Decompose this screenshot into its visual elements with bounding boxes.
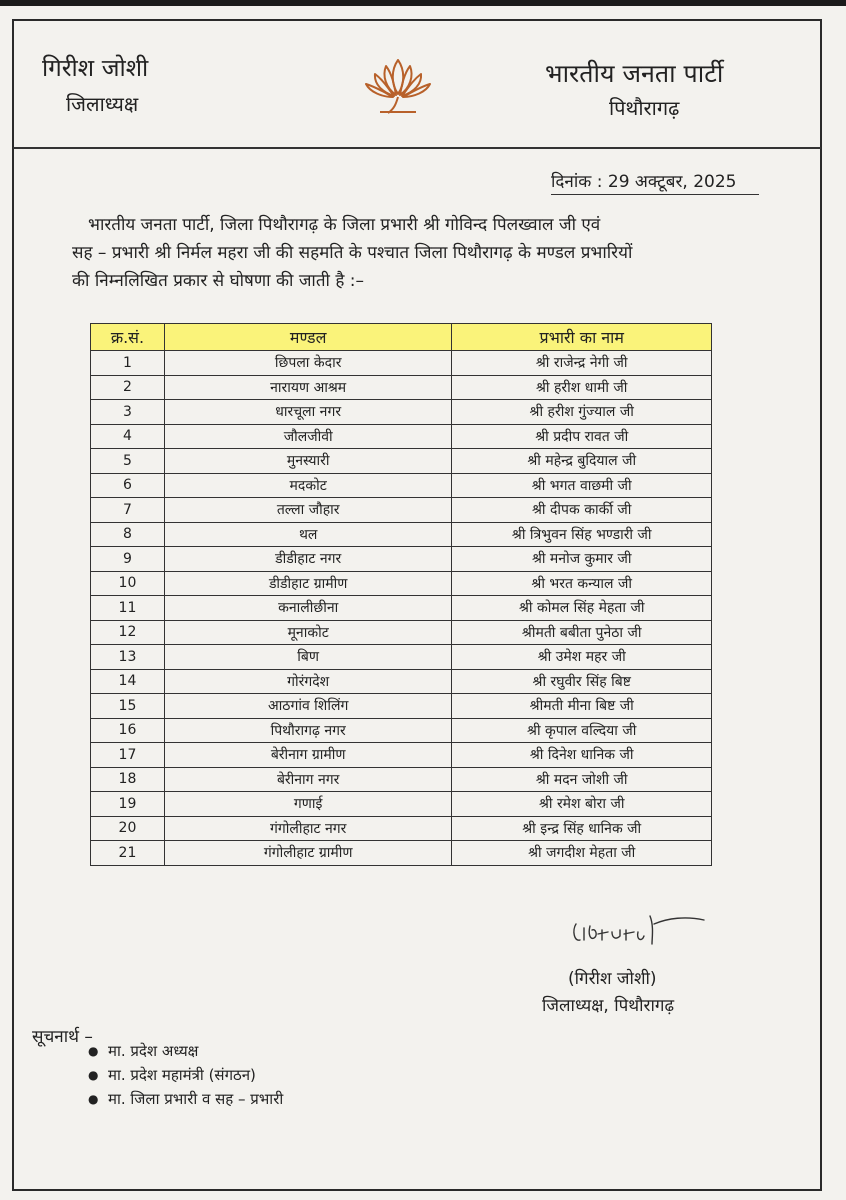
- table-row: [91, 669, 712, 694]
- column-header-mandal: मण्डल: [164, 324, 452, 351]
- serial-cell: 12: [91, 620, 165, 645]
- incharge-name-cell: श्री उमेश महर जी: [452, 645, 712, 670]
- mandal-cell: कनालीछीना: [164, 596, 452, 621]
- mandal-cell: मूनाकोट: [164, 620, 452, 645]
- header-divider: [13, 147, 821, 149]
- table-row: [91, 498, 712, 523]
- table-row: [91, 449, 712, 474]
- list-item: [88, 1063, 283, 1087]
- incharge-name-cell: श्री कोमल सिंह मेहता जी: [452, 596, 712, 621]
- mandal-incharge-table: [90, 323, 712, 866]
- date-value: 29 अक्टूबर, 2025: [607, 172, 737, 192]
- table-row: [91, 694, 712, 719]
- announcement-paragraph: [72, 211, 777, 295]
- signatory-title: जिलाध्यक्ष, पिथौरागढ़: [542, 996, 675, 1016]
- mandal-cell: मदकोट: [164, 473, 452, 498]
- copy-to-recipient: मा. प्रदेश अध्यक्ष: [108, 1042, 199, 1060]
- table-row: [91, 571, 712, 596]
- serial-cell: 6: [91, 473, 165, 498]
- table-row: [91, 718, 712, 743]
- list-item: [88, 1039, 283, 1063]
- serial-cell: 17: [91, 743, 165, 768]
- incharge-name-cell: श्री जगदीश मेहता जी: [452, 841, 712, 866]
- table-header-row: [91, 324, 712, 351]
- serial-cell: 18: [91, 767, 165, 792]
- serial-cell: 5: [91, 449, 165, 474]
- incharge-name-cell: श्री प्रदीप रावत जी: [452, 424, 712, 449]
- serial-cell: 14: [91, 669, 165, 694]
- incharge-name-cell: श्रीमती मीना बिष्ट जी: [452, 694, 712, 719]
- mandal-cell: गणाई: [164, 792, 452, 817]
- sender-name: गिरीश जोशी: [42, 54, 149, 82]
- incharge-name-cell: श्री रमेश बोरा जी: [452, 792, 712, 817]
- column-header-serial: क्र.सं.: [91, 324, 165, 351]
- serial-cell: 10: [91, 571, 165, 596]
- table-row: [91, 522, 712, 547]
- serial-cell: 8: [91, 522, 165, 547]
- lotus-icon: [358, 54, 438, 118]
- incharge-name-cell: श्री कृपाल वल्दिया जी: [452, 718, 712, 743]
- serial-cell: 2: [91, 375, 165, 400]
- table-row: [91, 767, 712, 792]
- bullet-icon: ●: [88, 1068, 99, 1082]
- copy-to-heading: सूचनार्थ –: [32, 1027, 93, 1047]
- mandal-cell: धारचूला नगर: [164, 400, 452, 425]
- mandal-cell: डीडीहाट नगर: [164, 547, 452, 572]
- serial-cell: 1: [91, 351, 165, 376]
- party-name: भारतीय जनता पार्टी: [545, 59, 724, 88]
- mandal-cell: छिपला केदार: [164, 351, 452, 376]
- serial-cell: 13: [91, 645, 165, 670]
- date-underline: [551, 194, 759, 195]
- copy-to-list: [88, 1039, 283, 1111]
- table-row: [91, 375, 712, 400]
- incharge-name-cell: श्री मनोज कुमार जी: [452, 547, 712, 572]
- serial-cell: 19: [91, 792, 165, 817]
- table-row: [91, 841, 712, 866]
- incharge-name-cell: श्री दिनेश धानिक जी: [452, 743, 712, 768]
- incharge-name-cell: श्री भरत कन्याल जी: [452, 571, 712, 596]
- incharge-name-cell: श्री राजेन्द्र नेगी जी: [452, 351, 712, 376]
- mandal-cell: बिण: [164, 645, 452, 670]
- serial-cell: 16: [91, 718, 165, 743]
- mandal-cell: पिथौरागढ़ नगर: [164, 718, 452, 743]
- mandal-cell: थल: [164, 522, 452, 547]
- paragraph-line: भारतीय जनता पार्टी, जिला पिथौरागढ़ के जिला प्रभारी श्री गोविन्द पिलख्वाल जी एवं: [88, 215, 601, 235]
- serial-cell: 21: [91, 841, 165, 866]
- bullet-icon: ●: [88, 1044, 99, 1058]
- column-header-incharge: प्रभारी का नाम: [452, 324, 712, 351]
- signatory-name: (गिरीश जोशी): [568, 969, 657, 989]
- table-row: [91, 547, 712, 572]
- mandal-cell: नारायण आश्रम: [164, 375, 452, 400]
- paragraph-line: सह – प्रभारी श्री निर्मल महरा जी की सहमति के पश्चात जिला पिथौरागढ़ के मण्डल प्रभारियों: [72, 243, 633, 263]
- mandal-cell: मुनस्यारी: [164, 449, 452, 474]
- incharge-name-cell: श्री इन्द्र सिंह धानिक जी: [452, 816, 712, 841]
- mandal-cell: बेरीनाग ग्रामीण: [164, 743, 452, 768]
- table-row: [91, 424, 712, 449]
- bullet-icon: ●: [88, 1092, 99, 1106]
- table-row: [91, 400, 712, 425]
- mandal-cell: गंगोलीहाट ग्रामीण: [164, 841, 452, 866]
- mandal-cell: जौलजीवी: [164, 424, 452, 449]
- serial-cell: 4: [91, 424, 165, 449]
- table-row: [91, 596, 712, 621]
- incharge-name-cell: श्रीमती बबीता पुनेठा जी: [452, 620, 712, 645]
- table-row: [91, 816, 712, 841]
- table-row: [91, 743, 712, 768]
- serial-cell: 20: [91, 816, 165, 841]
- table-row: [91, 645, 712, 670]
- mandal-cell: गंगोलीहाट नगर: [164, 816, 452, 841]
- serial-cell: 3: [91, 400, 165, 425]
- letter-page: [0, 6, 846, 1200]
- list-item: [88, 1087, 283, 1111]
- copy-to-recipient: मा. जिला प्रभारी व सह – प्रभारी: [108, 1090, 284, 1108]
- incharge-name-cell: श्री हरीश गुंज्याल जी: [452, 400, 712, 425]
- date-line: [551, 169, 736, 192]
- table-row: [91, 473, 712, 498]
- date-separator: :: [596, 172, 608, 192]
- paragraph-line: की निम्नलिखित प्रकार से घोषणा की जाती है :–: [72, 271, 364, 291]
- copy-to-recipient: मा. प्रदेश महामंत्री (संगठन): [108, 1066, 256, 1084]
- incharge-name-cell: श्री दीपक कार्की जी: [452, 498, 712, 523]
- table-row: [91, 792, 712, 817]
- incharge-name-cell: श्री भगत वाछमी जी: [452, 473, 712, 498]
- incharge-name-cell: श्री महेन्द्र बुदियाल जी: [452, 449, 712, 474]
- date-label: दिनांक: [551, 172, 592, 192]
- mandal-cell: तल्ला जौहार: [164, 498, 452, 523]
- table-body: [91, 351, 712, 866]
- serial-cell: 15: [91, 694, 165, 719]
- mandal-cell: बेरीनाग नगर: [164, 767, 452, 792]
- table-row: [91, 351, 712, 376]
- mandal-cell: डीडीहाट ग्रामीण: [164, 571, 452, 596]
- incharge-name-cell: श्री हरीश धामी जी: [452, 375, 712, 400]
- incharge-name-cell: श्री त्रिभुवन सिंह भण्डारी जी: [452, 522, 712, 547]
- serial-cell: 7: [91, 498, 165, 523]
- mandal-cell: गोरंगदेश: [164, 669, 452, 694]
- sender-title: जिलाध्यक्ष: [66, 92, 139, 116]
- handwritten-signature: [568, 908, 708, 954]
- incharge-name-cell: श्री रघुवीर सिंह बिष्ट: [452, 669, 712, 694]
- serial-cell: 9: [91, 547, 165, 572]
- mandal-cell: आठगांव शिलिंग: [164, 694, 452, 719]
- serial-cell: 11: [91, 596, 165, 621]
- party-district: पिथौरागढ़: [609, 96, 680, 120]
- incharge-name-cell: श्री मदन जोशी जी: [452, 767, 712, 792]
- table-row: [91, 620, 712, 645]
